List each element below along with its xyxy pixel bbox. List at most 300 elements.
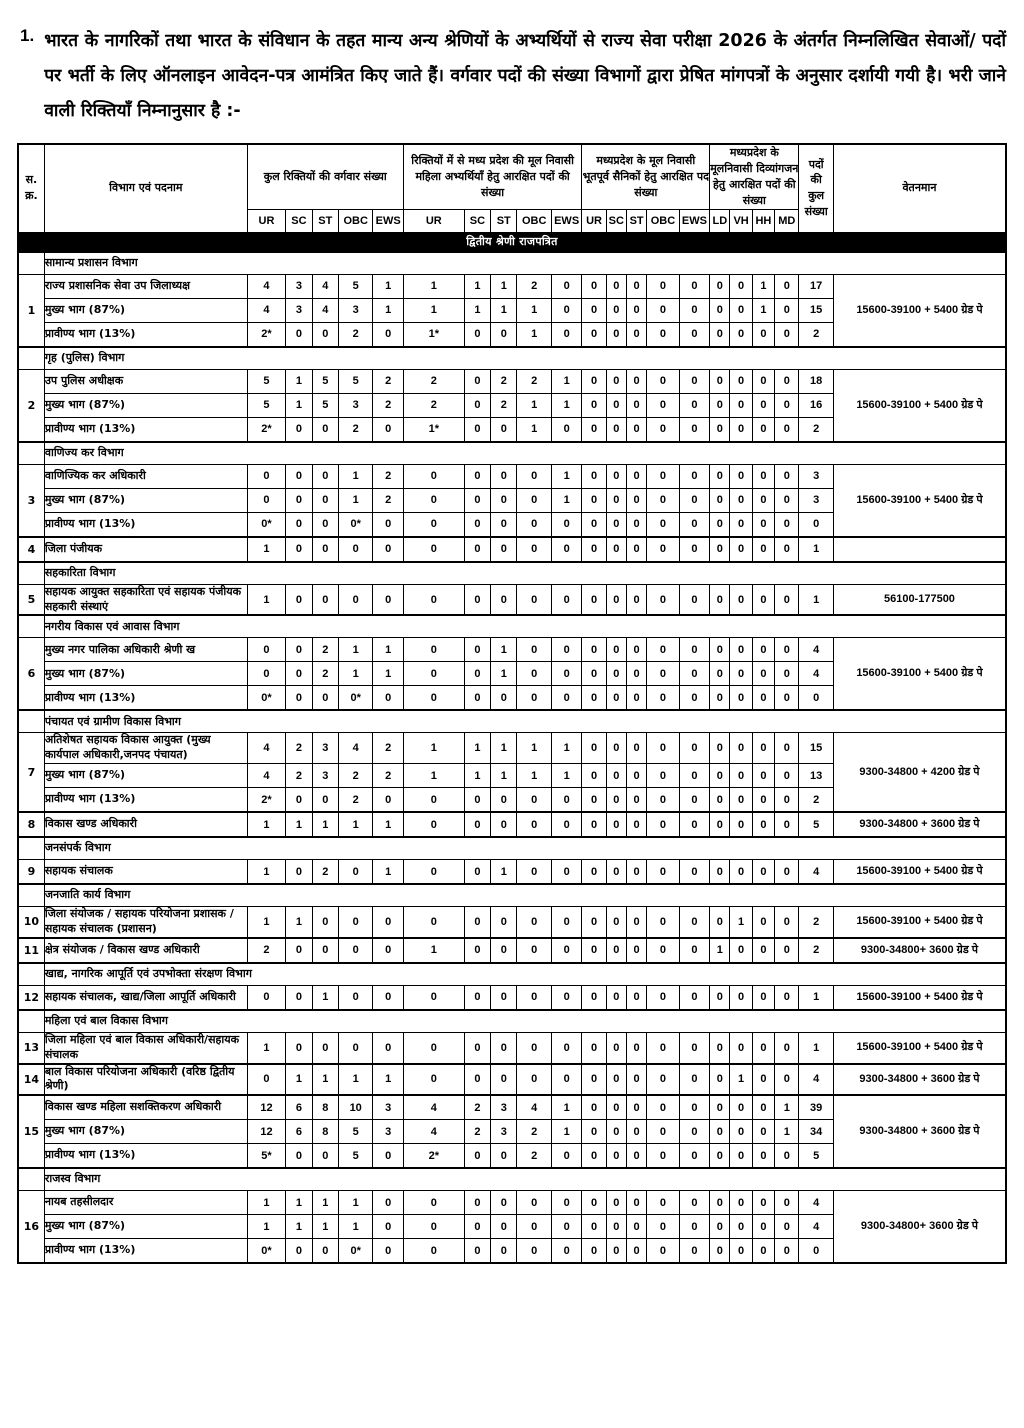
vacancy-count: 0 (517, 907, 551, 938)
total-posts-count: 16 (799, 393, 833, 417)
vacancy-count: 0 (338, 985, 372, 1010)
vacancy-count: 1 (551, 1120, 581, 1144)
department-row (18, 347, 1006, 370)
vacancy-count: 1 (286, 1191, 312, 1215)
vacancy-count: 0 (679, 686, 709, 711)
vacancy-count: 0 (551, 1064, 581, 1096)
table-row (18, 812, 1006, 837)
vacancy-count: 0 (517, 512, 551, 537)
vacancy-count: 0 (582, 733, 606, 764)
total-posts-count: 3 (799, 488, 833, 512)
vacancy-count: 0 (517, 788, 551, 813)
vacancy-count: 0 (679, 298, 709, 322)
vacancy-count: 0 (752, 686, 774, 711)
vacancy-count: 0 (582, 686, 606, 711)
vacancy-count: 0 (582, 938, 606, 963)
vacancy-count: 0 (752, 788, 774, 813)
vacancy-count: 6 (286, 1120, 312, 1144)
total-posts-count: 5 (799, 1144, 833, 1169)
vacancy-count: 1 (286, 1064, 312, 1096)
vacancy-count: 0 (373, 322, 403, 347)
vacancy-count: 0* (338, 512, 372, 537)
vacancy-count: 0 (647, 938, 679, 963)
vacancy-count: 1 (338, 662, 372, 686)
department-row (18, 1168, 1006, 1191)
vacancy-count: 0 (679, 393, 709, 417)
vacancy-count: 0 (626, 488, 646, 512)
vacancy-count: 0 (286, 488, 312, 512)
vacancy-count: 0 (286, 464, 312, 488)
vacancy-count: 0 (606, 938, 626, 963)
vacancy-count: 0 (775, 1064, 799, 1096)
row-serial-number: 7 (18, 733, 44, 812)
vacancy-count: 0 (752, 488, 774, 512)
vacancy-count: 1 (338, 1191, 372, 1215)
vacancy-count: 0 (464, 512, 490, 537)
vacancy-count: 0 (582, 274, 606, 298)
total-posts-count: 2 (799, 417, 833, 442)
vacancy-count: 0 (517, 686, 551, 711)
vacancy-count: 0 (710, 298, 730, 322)
vacancy-count: 0 (752, 464, 774, 488)
vacancy-count: 0 (606, 733, 626, 764)
department-row (18, 884, 1006, 907)
vacancy-count: 2 (517, 274, 551, 298)
vacancy-count: 0 (775, 298, 799, 322)
total-posts-count: 3 (799, 464, 833, 488)
vacancy-count: 0 (626, 1191, 646, 1215)
vacancy-count: 0 (730, 686, 752, 711)
vacancy-count: 4 (403, 1120, 464, 1144)
section-banner-row (18, 232, 1006, 252)
vacancy-count: 1 (491, 662, 517, 686)
vacancy-count: 0 (647, 584, 679, 615)
vacancy-count: 0 (647, 985, 679, 1010)
vacancy-count: 0 (647, 1120, 679, 1144)
vacancy-count: 0 (775, 1215, 799, 1239)
vacancy-count: 0 (626, 1144, 646, 1169)
vacancy-count: 1 (491, 764, 517, 788)
vacancy-count: 0 (464, 907, 490, 938)
table-row (18, 1032, 1006, 1063)
header-divyang-group: मध्यप्रदेश के मूलनिवासी दिव्यांगजन हेतु आरक्षित पदों की संख्या (710, 144, 799, 209)
vacancy-count: 1 (464, 733, 490, 764)
payscale-value: 56100-177500 (833, 584, 1006, 615)
vacancy-count: 0 (464, 1144, 490, 1169)
vacancy-count: 1 (312, 1215, 338, 1239)
row-serial-number: 13 (18, 1032, 44, 1063)
vacancy-count: 0 (647, 488, 679, 512)
vacancy-count: 0 (551, 537, 581, 562)
vacancy-count: 0 (312, 464, 338, 488)
vacancy-count: 1 (403, 938, 464, 963)
vacancy-count: 0 (647, 512, 679, 537)
vacancy-count: 0 (679, 788, 709, 813)
vacancy-count: 0 (710, 537, 730, 562)
subheader-divyang-hh: HH (752, 209, 774, 232)
vacancy-count: 0 (582, 464, 606, 488)
table-header-row (18, 144, 1006, 209)
vacancy-count: 0 (373, 584, 403, 615)
vacancy-count: 2 (247, 938, 286, 963)
vacancy-count: 0 (491, 512, 517, 537)
vacancy-count: 1 (517, 733, 551, 764)
post-name: प्रावीण्य भाग (13%) (44, 322, 247, 347)
vacancy-count: 0 (582, 512, 606, 537)
table-row (18, 860, 1006, 885)
vacancy-count: 0 (312, 1144, 338, 1169)
department-sno-spacer (18, 442, 44, 465)
vacancy-count: 0 (710, 464, 730, 488)
vacancy-count: 0 (551, 584, 581, 615)
department-sno-spacer (18, 710, 44, 733)
vacancy-count: 1 (373, 1064, 403, 1096)
vacancy-count: 0 (679, 662, 709, 686)
vacancy-count: 0 (312, 584, 338, 615)
vacancy-count: 1 (491, 274, 517, 298)
vacancy-count: 0 (582, 393, 606, 417)
vacancy-count: 0 (730, 662, 752, 686)
header-total-group: कुल रिक्तियों की वर्गवार संख्या (247, 144, 403, 209)
vacancy-count: 0 (403, 584, 464, 615)
vacancy-count: 0 (551, 417, 581, 442)
vacancy-count: 1 (286, 812, 312, 837)
vacancy-count: 0 (752, 1095, 774, 1120)
vacancy-count: 0 (517, 662, 551, 686)
vacancy-count: 0 (517, 1032, 551, 1063)
vacancy-count: 0 (491, 1239, 517, 1264)
vacancy-count: 0 (710, 638, 730, 662)
vacancy-count: 0 (247, 638, 286, 662)
vacancy-count: 0 (647, 733, 679, 764)
vacancy-count: 0 (338, 860, 372, 885)
vacancy-count: 2 (403, 393, 464, 417)
vacancy-count: 3 (373, 1095, 403, 1120)
vacancy-count: 0 (551, 1239, 581, 1264)
vacancy-count: 0 (647, 1032, 679, 1063)
vacancy-count: 1 (247, 1191, 286, 1215)
vacancy-count: 0 (710, 686, 730, 711)
subheader-cat-obc: OBC (338, 209, 372, 232)
vacancy-count: 5 (312, 393, 338, 417)
vacancy-count: 0 (286, 1144, 312, 1169)
vacancy-count: 0 (775, 938, 799, 963)
vacancy-count: 1 (373, 274, 403, 298)
vacancy-count: 0 (752, 1191, 774, 1215)
vacancy-count: 0 (626, 1120, 646, 1144)
total-posts-count: 4 (799, 638, 833, 662)
vacancy-count: 0 (491, 1215, 517, 1239)
subheader-cat-ews: EWS (679, 209, 709, 232)
vacancy-count: 0 (730, 298, 752, 322)
vacancy-count: 0 (373, 907, 403, 938)
vacancy-count: 4 (403, 1095, 464, 1120)
vacancy-count: 4 (338, 733, 372, 764)
vacancy-count: 0 (551, 985, 581, 1010)
total-posts-count: 1 (799, 985, 833, 1010)
vacancy-count: 0 (606, 662, 626, 686)
vacancy-count: 0 (730, 1239, 752, 1264)
vacancy-count: 0 (710, 662, 730, 686)
vacancy-count: 0 (517, 1215, 551, 1239)
vacancy-count: 0 (647, 298, 679, 322)
vacancy-count: 0 (286, 417, 312, 442)
vacancy-count: 0 (373, 1144, 403, 1169)
vacancy-count: 0 (247, 662, 286, 686)
header-dept-post: विभाग एवं पदनाम (44, 144, 247, 232)
vacancy-count: 0 (606, 1095, 626, 1120)
vacancy-count: 0 (582, 1215, 606, 1239)
vacancy-count: 0 (626, 812, 646, 837)
total-posts-count: 0 (799, 686, 833, 711)
vacancy-count: 3 (338, 393, 372, 417)
vacancy-count: 0 (491, 584, 517, 615)
vacancy-count: 0 (464, 662, 490, 686)
vacancy-count: 0 (775, 274, 799, 298)
vacancy-count: 0 (491, 788, 517, 813)
vacancy-count: 12 (247, 1120, 286, 1144)
vacancy-count: 0 (775, 662, 799, 686)
vacancy-count: 0 (286, 638, 312, 662)
vacancy-count: 0 (775, 812, 799, 837)
vacancy-count: 0 (679, 274, 709, 298)
vacancy-count: 0 (403, 860, 464, 885)
vacancy-count: 0 (647, 1095, 679, 1120)
vacancy-count: 0 (752, 985, 774, 1010)
vacancy-count: 0 (312, 1239, 338, 1264)
vacancy-count: 0 (626, 788, 646, 813)
department-name: राजस्व विभाग (44, 1168, 1006, 1191)
vacancy-count: 1 (551, 369, 581, 393)
total-posts-count: 18 (799, 369, 833, 393)
vacancy-count: 0 (752, 812, 774, 837)
vacancy-count: 0 (286, 662, 312, 686)
vacancy-count: 0 (582, 322, 606, 347)
vacancy-count: 1 (491, 733, 517, 764)
subheader-cat-ur: UR (247, 209, 286, 232)
vacancy-count: 0 (517, 1191, 551, 1215)
payscale-value: 15600-39100 + 5400 ग्रेड पे (833, 1032, 1006, 1063)
vacancy-count: 2 (312, 638, 338, 662)
subheader-cat-ur: UR (582, 209, 606, 232)
vacancy-count: 0 (517, 860, 551, 885)
vacancy-count: 0* (338, 686, 372, 711)
vacancy-count: 1 (464, 298, 490, 322)
department-row (18, 837, 1006, 860)
vacancy-count: 0 (647, 1191, 679, 1215)
total-posts-count: 1 (799, 537, 833, 562)
subheader-cat-st: ST (312, 209, 338, 232)
vacancy-count: 2 (338, 322, 372, 347)
vacancy-count: 0 (730, 1215, 752, 1239)
vacancy-count: 0 (730, 1144, 752, 1169)
department-sno-spacer (18, 252, 44, 275)
vacancy-count: 0 (606, 322, 626, 347)
vacancy-count: 0 (626, 298, 646, 322)
vacancy-count: 0 (517, 537, 551, 562)
vacancy-count: 0 (752, 584, 774, 615)
vacancy-count: 1 (312, 1064, 338, 1096)
vacancy-count: 0 (752, 512, 774, 537)
subheader-cat-st: ST (626, 209, 646, 232)
department-name: पंचायत एवं ग्रामीण विकास विभाग (44, 710, 1006, 733)
vacancy-count: 0 (606, 1032, 626, 1063)
vacancy-count: 1 (247, 537, 286, 562)
payscale-value: 9300-34800 + 4200 ग्रेड पे (833, 733, 1006, 812)
vacancy-count: 4 (247, 733, 286, 764)
payscale-value: 15600-39100 + 5400 ग्रेड पे (833, 985, 1006, 1010)
vacancy-count: 0 (679, 1144, 709, 1169)
vacancy-count: 0 (582, 369, 606, 393)
vacancy-count: 0 (403, 985, 464, 1010)
vacancy-count: 2 (373, 393, 403, 417)
vacancy-count: 0 (730, 638, 752, 662)
vacancy-count: 0 (464, 860, 490, 885)
department-sno-spacer (18, 963, 44, 986)
payscale-value: 15600-39100 + 5400 ग्रेड पे (833, 860, 1006, 885)
vacancy-count: 1 (752, 274, 774, 298)
vacancy-count: 3 (312, 733, 338, 764)
post-name: राज्य प्रशासनिक सेवा उप जिलाध्यक्ष (44, 274, 247, 298)
vacancy-count: 0 (626, 662, 646, 686)
post-name: प्रावीण्य भाग (13%) (44, 417, 247, 442)
vacancy-count: 0 (606, 369, 626, 393)
vacancy-count: 1 (338, 812, 372, 837)
subheader-cat-sc: SC (286, 209, 312, 232)
vacancy-count: 0 (679, 860, 709, 885)
vacancy-count: 1 (338, 1215, 372, 1239)
vacancy-count: 0 (338, 1032, 372, 1063)
vacancy-count: 0 (730, 764, 752, 788)
vacancy-count: 0 (647, 274, 679, 298)
vacancy-count: 1 (752, 298, 774, 322)
vacancy-count: 0 (464, 985, 490, 1010)
intro-paragraph (20, 24, 1006, 129)
vacancy-count: 0 (582, 488, 606, 512)
post-name: क्षेत्र संयोजक / विकास खण्ड अधिकारी (44, 938, 247, 963)
row-serial-number: 2 (18, 369, 44, 442)
vacancy-count: 0 (647, 907, 679, 938)
vacancy-count: 0 (626, 938, 646, 963)
vacancy-count: 0 (730, 985, 752, 1010)
vacancy-count: 4 (247, 298, 286, 322)
vacancy-count: 1 (403, 274, 464, 298)
vacancy-count: 0 (775, 537, 799, 562)
vacancy-count: 0 (582, 1144, 606, 1169)
post-name: नायब तहसीलदार (44, 1191, 247, 1215)
vacancy-count: 0 (247, 1064, 286, 1096)
vacancy-count: 1 (491, 860, 517, 885)
vacancy-count: 0 (710, 1120, 730, 1144)
vacancy-count: 1 (551, 1095, 581, 1120)
vacancy-count: 0 (647, 662, 679, 686)
subheader-cat-ews: EWS (373, 209, 403, 232)
vacancy-count: 0 (710, 274, 730, 298)
vacancy-count: 0 (626, 860, 646, 885)
vacancy-count: 2 (338, 788, 372, 813)
vacancy-table-body (18, 144, 1006, 1263)
row-serial-number: 8 (18, 812, 44, 837)
vacancy-count: 0 (752, 393, 774, 417)
vacancy-count: 4 (517, 1095, 551, 1120)
vacancy-count: 0 (312, 512, 338, 537)
vacancy-count: 0 (679, 488, 709, 512)
payscale-value: 15600-39100 + 5400 ग्रेड पे (833, 907, 1006, 938)
vacancy-count: 0 (582, 1095, 606, 1120)
vacancy-count: 0 (775, 1144, 799, 1169)
post-name: जिला पंजीयक (44, 537, 247, 562)
department-name: वाणिज्य कर विभाग (44, 442, 1006, 465)
vacancy-count: 1 (373, 298, 403, 322)
department-row (18, 615, 1006, 638)
department-sno-spacer (18, 884, 44, 907)
header-women-group: रिक्तियों में से मध्य प्रदेश की मूल निवासी महिला अभ्यर्थियाँ हेतु आरक्षित पदों की संख्या (403, 144, 581, 209)
vacancy-count: 1 (464, 274, 490, 298)
vacancy-count: 0 (752, 1239, 774, 1264)
vacancy-count: 1 (286, 1215, 312, 1239)
vacancy-count: 1 (338, 464, 372, 488)
vacancy-count: 0 (491, 938, 517, 963)
vacancy-count: 0 (582, 860, 606, 885)
vacancy-count: 0 (647, 764, 679, 788)
table-row (18, 733, 1006, 764)
vacancy-count: 0* (247, 1239, 286, 1264)
vacancy-count: 0 (679, 938, 709, 963)
vacancy-count: 0 (403, 686, 464, 711)
table-row (18, 907, 1006, 938)
intro-number: 1. (20, 26, 35, 45)
department-name: सहकारिता विभाग (44, 562, 1006, 585)
vacancy-count: 1 (286, 393, 312, 417)
vacancy-count: 0 (312, 686, 338, 711)
vacancy-count: 0 (551, 662, 581, 686)
header-serial: स. क्र. (18, 144, 44, 232)
vacancy-count: 0 (551, 638, 581, 662)
vacancy-count: 0 (551, 1215, 581, 1239)
vacancy-count: 0 (647, 686, 679, 711)
vacancy-count: 0 (730, 788, 752, 813)
post-name: सहायक संचालक (44, 860, 247, 885)
vacancy-count: 0 (752, 1144, 774, 1169)
vacancy-count: 0 (775, 393, 799, 417)
post-name: मुख्य भाग (87%) (44, 298, 247, 322)
post-name: प्रावीण्य भाग (13%) (44, 788, 247, 813)
vacancy-count: 5 (338, 274, 372, 298)
vacancy-count: 4 (312, 274, 338, 298)
vacancy-count: 0 (373, 985, 403, 1010)
department-sno-spacer (18, 837, 44, 860)
total-posts-count: 4 (799, 1191, 833, 1215)
row-serial-number: 1 (18, 274, 44, 347)
row-serial-number: 11 (18, 938, 44, 963)
vacancy-count: 0 (626, 1032, 646, 1063)
vacancy-count: 0 (338, 584, 372, 615)
vacancy-count: 1 (373, 812, 403, 837)
department-sno-spacer (18, 562, 44, 585)
vacancy-count: 0 (582, 1064, 606, 1096)
total-posts-count: 15 (799, 733, 833, 764)
vacancy-count: 0 (373, 1215, 403, 1239)
vacancy-count: 0 (517, 812, 551, 837)
vacancy-count: 0 (710, 488, 730, 512)
vacancy-count: 2* (403, 1144, 464, 1169)
vacancy-count: 2 (373, 369, 403, 393)
row-serial-number: 6 (18, 638, 44, 711)
vacancy-count: 0 (517, 488, 551, 512)
vacancy-count: 0 (679, 369, 709, 393)
vacancy-count: 1 (491, 638, 517, 662)
vacancy-count: 0 (679, 812, 709, 837)
